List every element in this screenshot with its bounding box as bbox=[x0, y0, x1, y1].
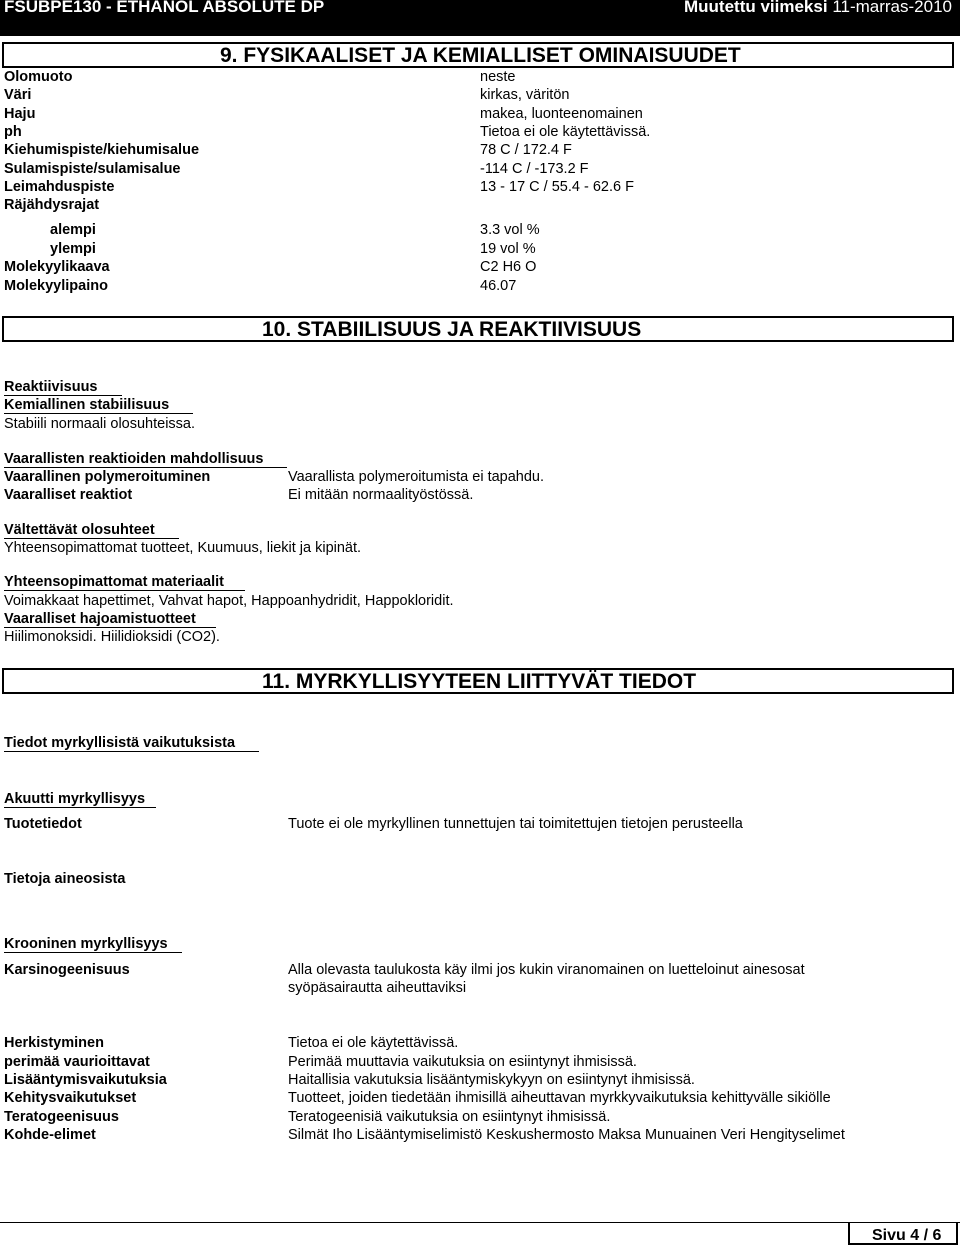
toxic-effects-heading: Tiedot myrkyllisistä vaikutuksista bbox=[4, 735, 259, 752]
property-value: 78 C / 172.4 F bbox=[480, 142, 572, 158]
molar-mass-value: 46.07 bbox=[480, 278, 517, 294]
conditions-to-avoid-heading: Vältettävät olosuhteet bbox=[4, 522, 179, 539]
carcinogenicity-value-line-2: syöpäsairautta aiheuttaviksi bbox=[288, 980, 467, 996]
effect-label: Teratogeenisuus bbox=[4, 1109, 119, 1125]
section-11-title: 11. MYRKYLLISYYTEEN LIITTYVÄT TIEDOT bbox=[262, 670, 697, 693]
effect-value: Haitallisia vakutuksia lisääntymiskykyyn on esiintynyt ihmisissä. bbox=[288, 1072, 695, 1088]
effect-label: Kohde-elimet bbox=[4, 1127, 96, 1143]
reactivity-heading: Reaktiivisuus bbox=[4, 379, 122, 396]
property-label: Haju bbox=[4, 106, 36, 122]
explosion-limits-label: Räjähdysrajat bbox=[4, 197, 100, 213]
modified-date: Muutettu viimeksi 11-marras-2010 bbox=[683, 0, 952, 16]
decomposition-products-heading: Vaaralliset hajoamistuotteet bbox=[4, 611, 216, 628]
effect-value: Tuotteet, joiden tiedetään ihmisillä aiheuttavan myrkkyvaikutuksia kehittyvälle sikiölle bbox=[288, 1090, 831, 1106]
footer-divider bbox=[0, 1222, 960, 1223]
effect-value: Tietoa ei ole käytettävissä. bbox=[288, 1035, 459, 1051]
property-value: neste bbox=[480, 69, 516, 85]
stability-heading: Kemiallinen stabiilisuus bbox=[4, 397, 193, 414]
decomposition-products-text: Hiilimonoksidi. Hiilidioksidi (CO2). bbox=[4, 629, 220, 645]
product-info-label: Tuotetiedot bbox=[4, 816, 82, 832]
reactions-label: Vaaralliset reaktiot bbox=[4, 487, 133, 503]
molar-mass-label: Molekyylipaino bbox=[4, 278, 108, 294]
effect-value: Perimää muuttavia vaikutuksia on esiintynyt ihmisissä. bbox=[288, 1054, 637, 1070]
effect-value: Silmät Iho Lisääntymiselimistö Keskushermosto Maksa Munuainen Veri Hengityselimet bbox=[288, 1127, 845, 1143]
formula-value: C2 H6 O bbox=[480, 259, 537, 275]
property-label: Olomuoto bbox=[4, 69, 73, 85]
section-10-header bbox=[2, 316, 954, 342]
property-value: makea, luonteenomainen bbox=[480, 106, 643, 122]
carcinogenicity-label: Karsinogeenisuus bbox=[4, 962, 130, 978]
component-info-label: Tietoja aineosista bbox=[4, 871, 126, 887]
property-label: Sulamispiste/sulamisalue bbox=[4, 161, 181, 177]
reactions-value: Ei mitään normaalityöstössä. bbox=[288, 487, 474, 503]
section-9-header bbox=[2, 42, 954, 68]
section-9-title: 9. FYSIKAALISET JA KEMIALLISET OMINAISUUDET bbox=[220, 44, 741, 67]
lower-limit-label: alempi bbox=[50, 222, 96, 238]
conditions-to-avoid-text: Yhteensopimattomat tuotteet, Kuumuus, liekit ja kipinät. bbox=[4, 540, 362, 556]
chronic-toxicity-heading: Krooninen myrkyllisyys bbox=[4, 936, 182, 953]
property-label: ph bbox=[4, 124, 22, 140]
section-11-header bbox=[2, 668, 954, 694]
property-value: kirkas, väritön bbox=[480, 87, 570, 103]
property-label: Kiehumispiste/kiehumisalue bbox=[4, 142, 200, 158]
property-value: -114 C / -173.2 F bbox=[480, 161, 589, 177]
polymerization-label: Vaarallinen polymeroituminen bbox=[4, 469, 211, 485]
effect-label: perimää vaurioittavat bbox=[4, 1054, 150, 1070]
upper-limit-label: ylempi bbox=[50, 241, 96, 257]
product-info-value: Tuote ei ole myrkyllinen tunnettujen tai toimitettujen tietojen perusteella bbox=[288, 816, 743, 832]
incompatible-materials-text: Voimakkaat hapettimet, Vahvat hapot, Happoanhydridit, Happokloridit. bbox=[4, 593, 454, 609]
section-10-title: 10. STABIILISUUS JA REAKTIIVISUUS bbox=[262, 318, 642, 341]
property-value: Tietoa ei ole käytettävissä. bbox=[480, 124, 651, 140]
lower-limit-value: 3.3 vol % bbox=[480, 222, 540, 238]
effect-value: Teratogeenisiä vaikutuksia on esiintynyt ihmisissä. bbox=[288, 1109, 611, 1125]
property-value: 13 - 17 C / 55.4 - 62.6 F bbox=[480, 179, 634, 195]
property-label: Leimahduspiste bbox=[4, 179, 115, 195]
stability-text: Stabiili normaali olosuhteissa. bbox=[4, 416, 196, 432]
incompatible-materials-heading: Yhteensopimattomat materiaalit bbox=[4, 574, 245, 591]
property-label: Väri bbox=[4, 87, 32, 103]
effect-label: Kehitysvaikutukset bbox=[4, 1090, 137, 1106]
hazardous-reactions-heading: Vaarallisten reaktioiden mahdollisuus bbox=[4, 451, 287, 468]
upper-limit-value: 19 vol % bbox=[480, 241, 536, 257]
carcinogenicity-value-line-1: Alla olevasta taulukosta käy ilmi jos kukin viranomainen on luetteloinut ainesosat bbox=[288, 962, 805, 978]
formula-label: Molekyylikaava bbox=[4, 259, 110, 275]
effect-label: Herkistyminen bbox=[4, 1035, 104, 1051]
page-number: Sivu 4 / 6 bbox=[872, 1227, 942, 1244]
acute-toxicity-heading: Akuutti myrkyllisyys bbox=[4, 791, 156, 808]
document-header bbox=[0, 0, 960, 36]
product-title: FSUBPE130 - ETHANOL ABSOLUTE DP bbox=[4, 0, 325, 16]
polymerization-value: Vaarallista polymeroitumista ei tapahdu. bbox=[288, 469, 545, 485]
effect-label: Lisääntymisvaikutuksia bbox=[4, 1072, 167, 1088]
